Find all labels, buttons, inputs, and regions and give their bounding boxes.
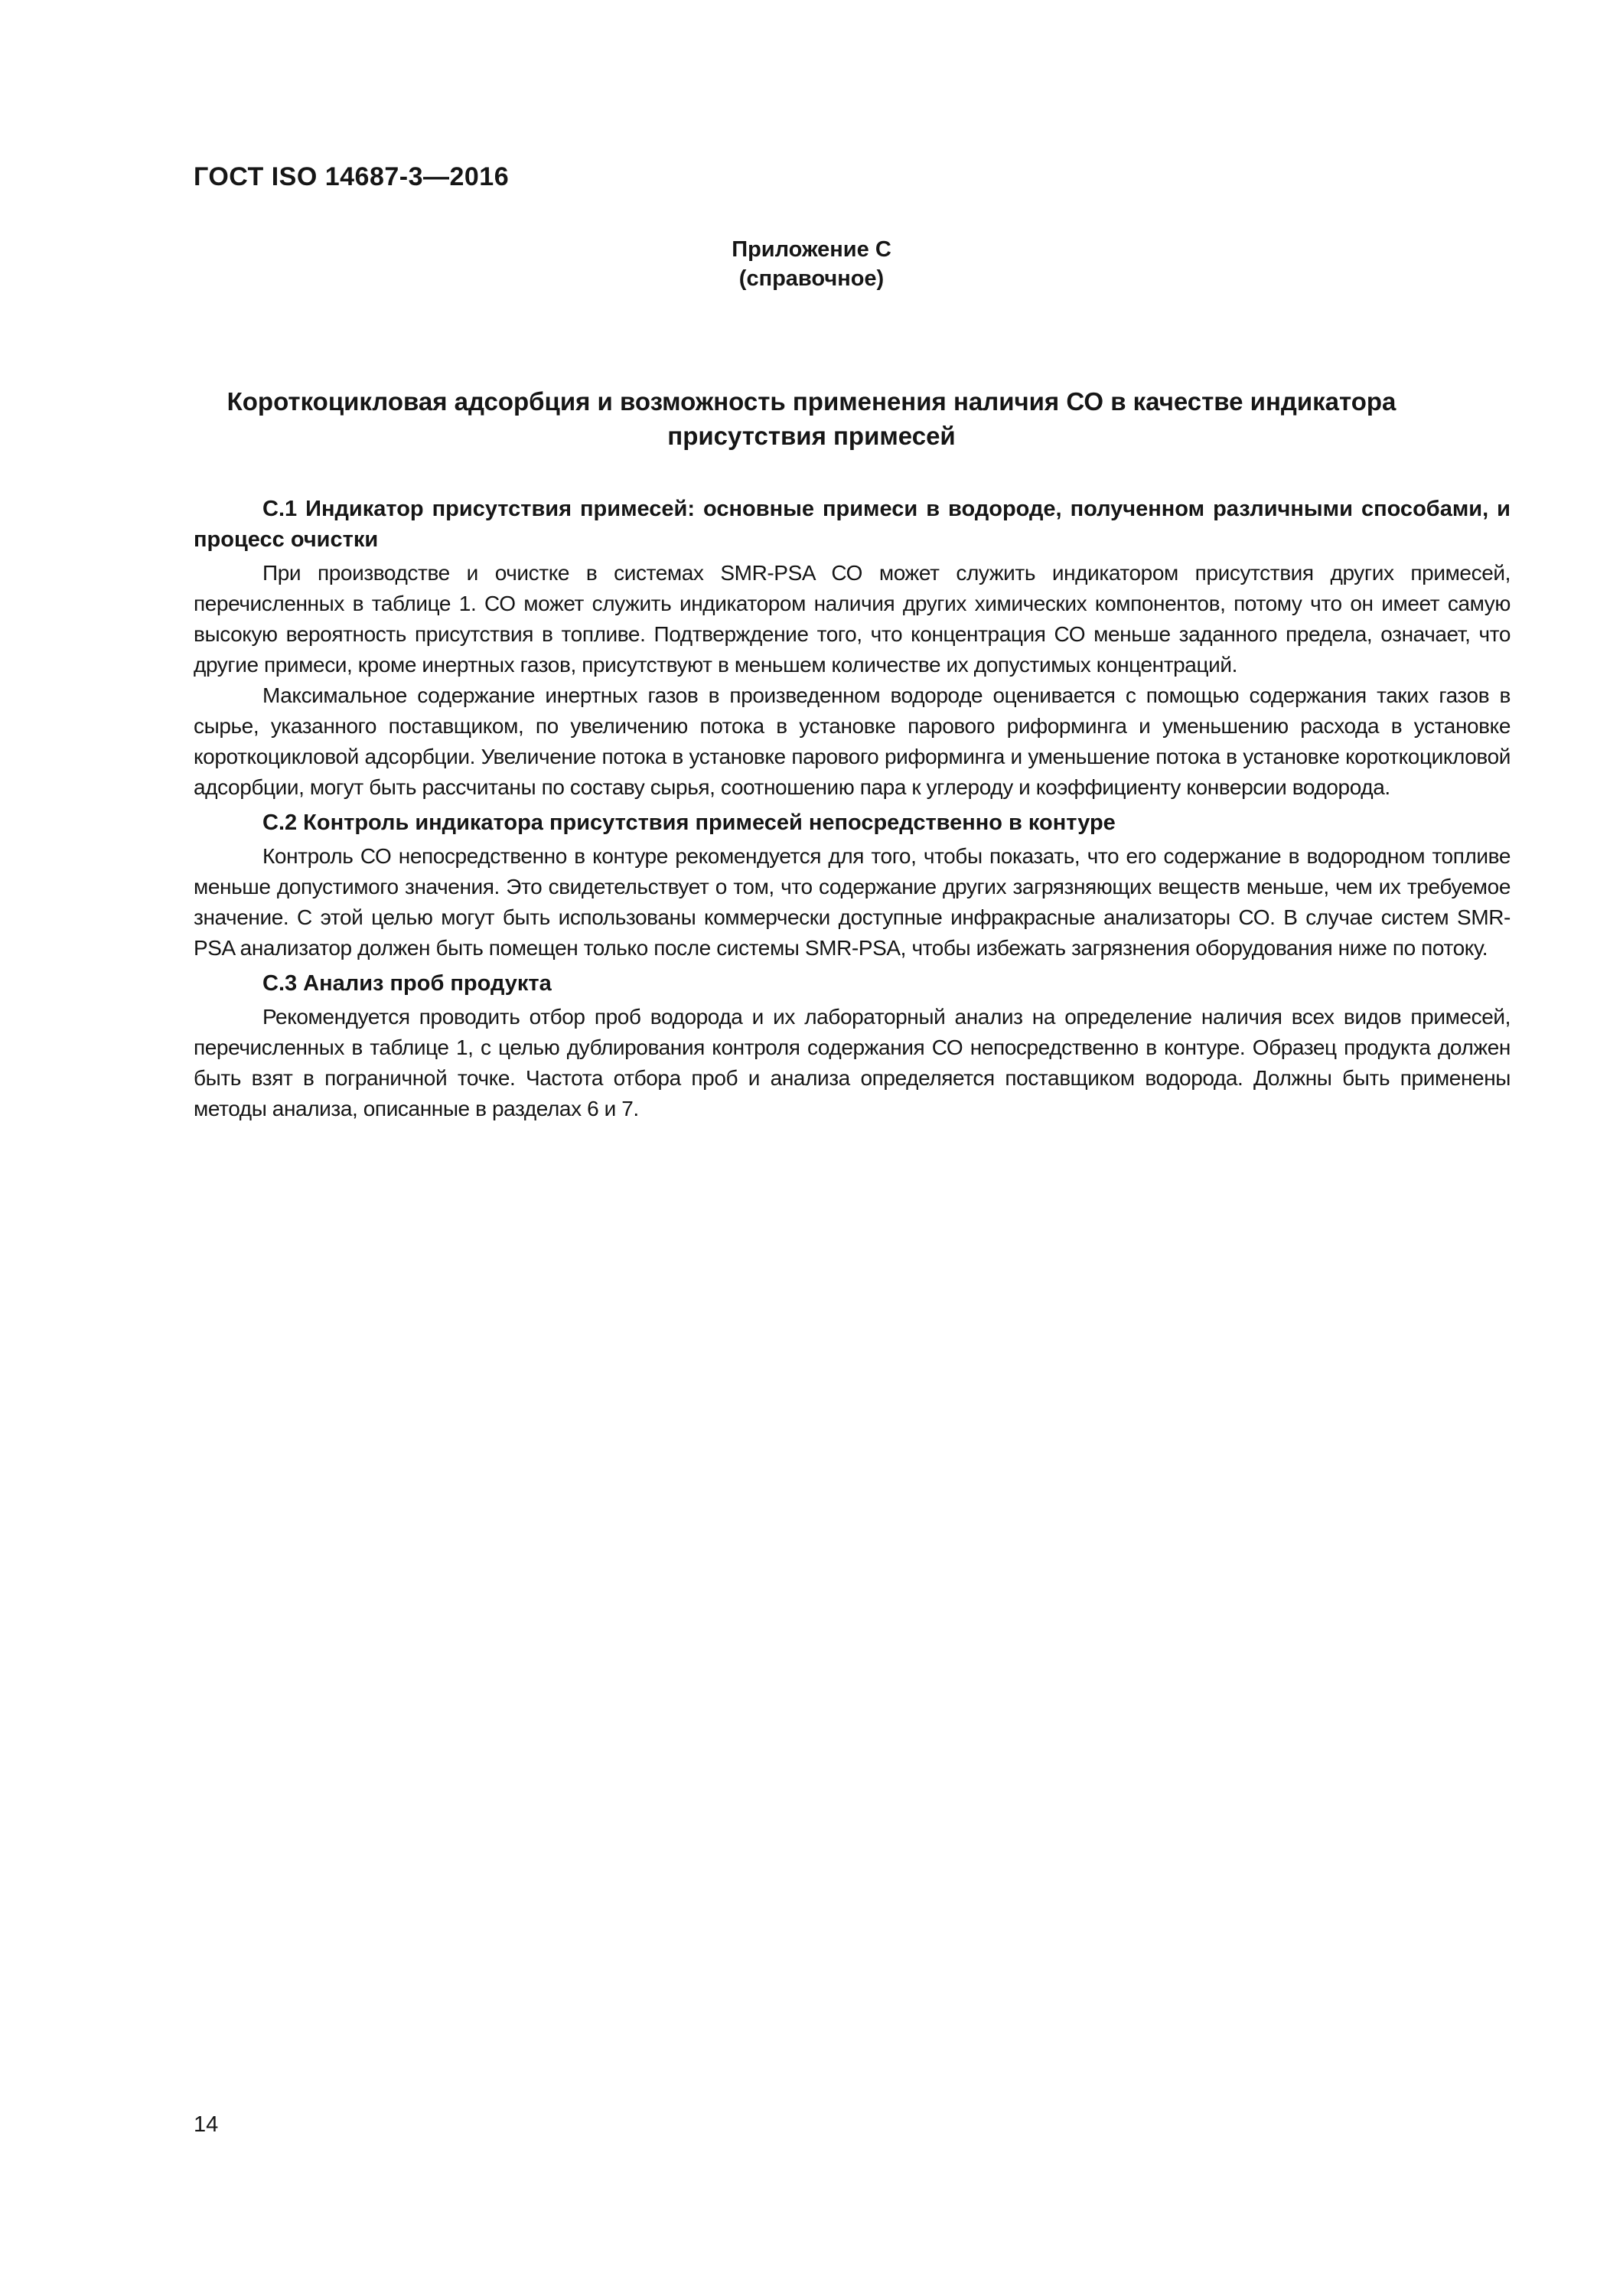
- annex-heading: [194, 235, 1429, 293]
- section-c2: [194, 807, 1511, 964]
- section-c1-paragraph-1: При производстве и очистке в системах SMR-PSA СО может служить индикатором присутствия других примесей, перечисленных в таблице 1. СО может служить индикатором наличия других химических компонентов, потому что он имеет самую высокую вероятность присутствия в топливе. Подтверждение того, что концентрация СО меньше заданного предела, означает, что другие примеси, кроме инертных газов, присутствуют в меньшем количестве их допустимых концентраций.: [194, 561, 1511, 677]
- section-c3-paragraph-1: Рекомендуется проводить отбор проб водорода и их лабораторный анализ на определение наличия всех видов примесей, перечисленных в таблице 1, с целью дублирования контроля содержания СО непосредственно в контуре. Образец продукта должен быть взят в пограничной точке. Частота отбора проб и анализа определяется поставщиком водорода. Должны быть применены методы анализа, описанные в разделах 6 и 7.: [194, 1005, 1511, 1120]
- section-c1-paragraph-2: Максимальное содержание инертных газов в произведенном водороде оценивается с помощью содержания таких газов в сырье, указанного поставщиком, по увеличению потока в установке парового риформинга и уменьшению расхода в установке короткоцикловой адсорбции. Увеличение потока в установке парового риформинга и уменьшение потока в установке короткоцикловой адсорбции, могут быть рассчитаны по составу сырья, соотношению пара к углероду и коэффициенту конверсии водорода.: [194, 683, 1511, 799]
- annex-title: [194, 384, 1429, 453]
- annex-status: (справочное): [738, 266, 885, 291]
- section-c3: [194, 968, 1511, 1124]
- standard-designation: ГОСТ ISO 14687-3—2016: [194, 162, 510, 191]
- section-c2-heading: С.2 Контроль индикатора присутствия примесей непосредственно в контуре: [262, 810, 1116, 835]
- annex-body: [194, 494, 1511, 1124]
- annex-label: Приложение С: [732, 237, 891, 262]
- annex-title-line-2: присутствия примесей: [667, 422, 956, 450]
- section-c3-heading: С.3 Анализ проб продукта: [262, 971, 552, 996]
- section-c2-paragraph-1: Контроль СО непосредственно в контуре рекомендуется для того, чтобы показать, что его содержание в водородном топливе меньше допустимого значения. Это свидетельствует о том, что содержание других загрязняющих веществ меньше, чем их требуемое значение. С этой целью могут быть использованы коммерчески доступные инфракрасные анализаторы СО. В случае систем SMR-PSA анализатор должен быть помещен только после системы SMR-PSA, чтобы избежать загрязнения оборудования ниже по потоку.: [194, 844, 1511, 960]
- page-number: 14: [194, 2112, 219, 2137]
- section-c1-heading: С.1 Индикатор присутствия примесей: основные примеси в водороде, полученном различными способами, и процесс очистки: [194, 497, 1511, 552]
- annex-title-line-1: Короткоцикловая адсорбция и возможность применения наличия СО в качестве индикатора: [227, 387, 1396, 416]
- section-c1: [194, 494, 1511, 803]
